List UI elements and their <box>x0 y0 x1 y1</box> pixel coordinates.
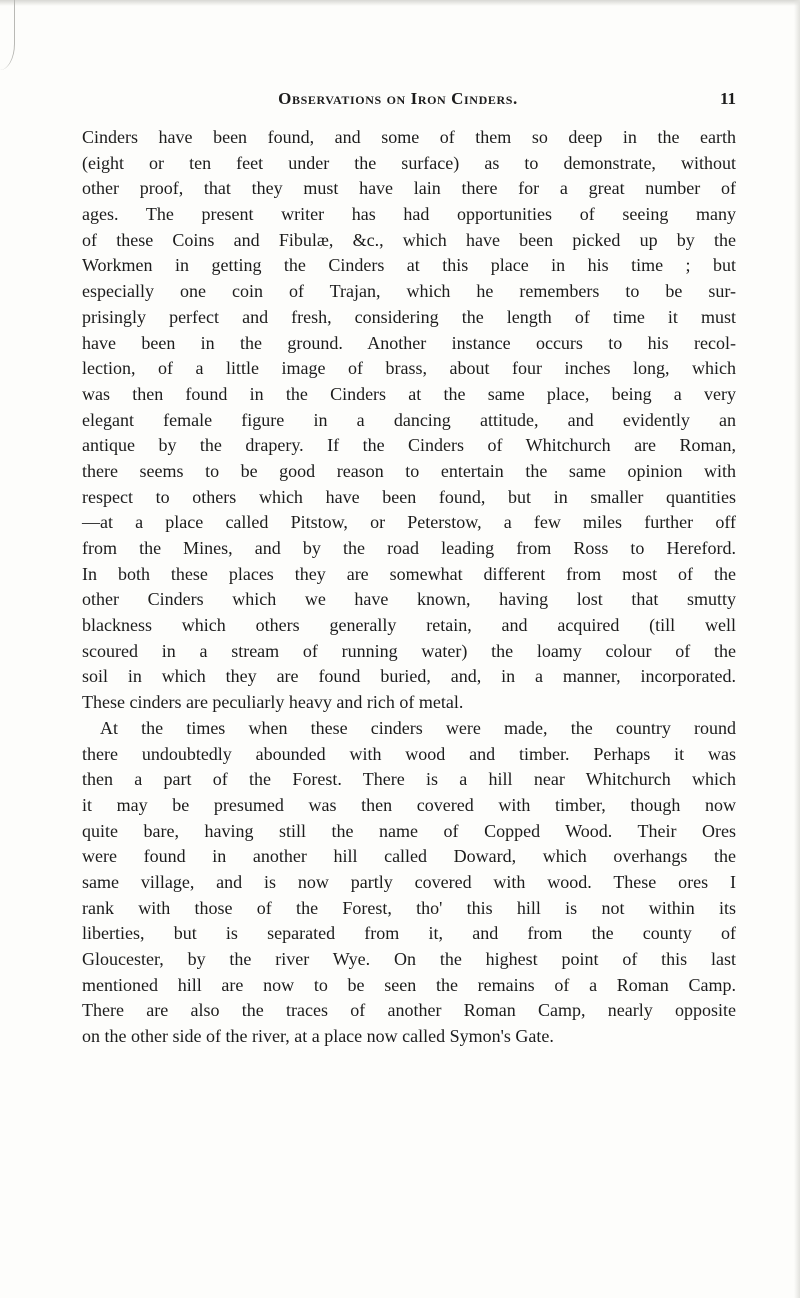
page-edge-right <box>794 0 800 1298</box>
text-line: At the times when these cinders were made, the country round <box>100 717 736 738</box>
running-title: Observations on Iron Cinders. <box>278 89 518 108</box>
text-line: scoured in a stream of running water) the loamy colour of the <box>82 640 736 661</box>
text-line: There are also the traces of another Roman Camp, nearly opposite <box>82 1000 736 1021</box>
text-line: there seems to be good reason to entertain the same opinion with <box>82 460 736 481</box>
text-line: blackness which others generally retain, and acquired (till well <box>82 615 736 636</box>
text-line: mentioned hill are now to be seen the remains of a Roman Camp. <box>82 974 736 995</box>
text-line: quite bare, having still the name of Copped Wood. Their Ores <box>82 820 736 841</box>
page-number: 11 <box>719 89 736 108</box>
page-curl-left <box>0 0 15 70</box>
text-line: prisingly perfect and fresh, considering the length of time it must <box>82 306 736 327</box>
text-line: of these Coins and Fibulæ, &c., which have been picked up by the <box>82 229 736 250</box>
running-head <box>60 89 736 113</box>
text-line: have been in the ground. Another instance occurs to his recol- <box>82 332 736 353</box>
page-top-shadow <box>0 0 800 6</box>
text-line: lection, of a little image of brass, about four inches long, which <box>82 358 736 379</box>
text-line: In both these places they are somewhat different from most of the <box>82 563 736 584</box>
text-line: ages. The present writer has had opportunities of seeing many <box>82 204 736 225</box>
body-text <box>82 125 736 1050</box>
text-line: it may be presumed was then covered with timber, though now <box>82 794 736 815</box>
text-line: on the other side of the river, at a place now called Symon's Gate. <box>82 1026 554 1047</box>
text-line: there undoubtedly abounded with wood and timber. Perhaps it was <box>82 743 736 764</box>
text-line: other Cinders which we have known, having lost that smutty <box>82 589 736 610</box>
text-line: rank with those of the Forest, tho' this hill is not within its <box>82 897 736 918</box>
text-line: other proof, that they must have lain there for a great number of <box>82 178 736 199</box>
text-line: Cinders have been found, and some of them so deep in the earth <box>82 127 736 147</box>
text-line: antique by the drapery. If the Cinders of Whitchurch are Roman, <box>82 435 736 456</box>
text-line: were found in another hill called Doward, which overhangs the <box>82 846 736 867</box>
text-line: liberties, but is separated from it, and from the county of <box>82 923 736 944</box>
paragraph-2 <box>82 716 736 1050</box>
text-line: soil in which they are found buried, and, in a manner, incorporated. <box>82 666 736 687</box>
text-line: Gloucester, by the river Wye. On the highest point of this last <box>82 949 736 969</box>
text-line: especially one coin of Trajan, which he remembers to be sur- <box>82 281 736 302</box>
text-line: elegant female figure in a dancing attitude, and evidently an <box>82 409 736 430</box>
text-line: Workmen in getting the Cinders at this place in his time ; but <box>82 255 736 276</box>
paragraph-1 <box>82 125 736 716</box>
text-line: (eight or ten feet under the surface) as to demonstrate, without <box>82 152 736 173</box>
text-line: respect to others which have been found, but in smaller quantities <box>82 486 736 507</box>
text-line: was then found in the Cinders at the same place, being a very <box>82 383 736 404</box>
text-line: —at a place called Pitstow, or Peterstow, a few miles further off <box>82 512 736 533</box>
text-line: from the Mines, and by the road leading from Ross to Hereford. <box>82 538 736 558</box>
text-line: then a part of the Forest. There is a hill near Whitchurch which <box>82 769 736 790</box>
text-line: These cinders are peculiarly heavy and rich of metal. <box>82 692 464 713</box>
text-line: same village, and is now partly covered with wood. These ores I <box>82 871 736 892</box>
